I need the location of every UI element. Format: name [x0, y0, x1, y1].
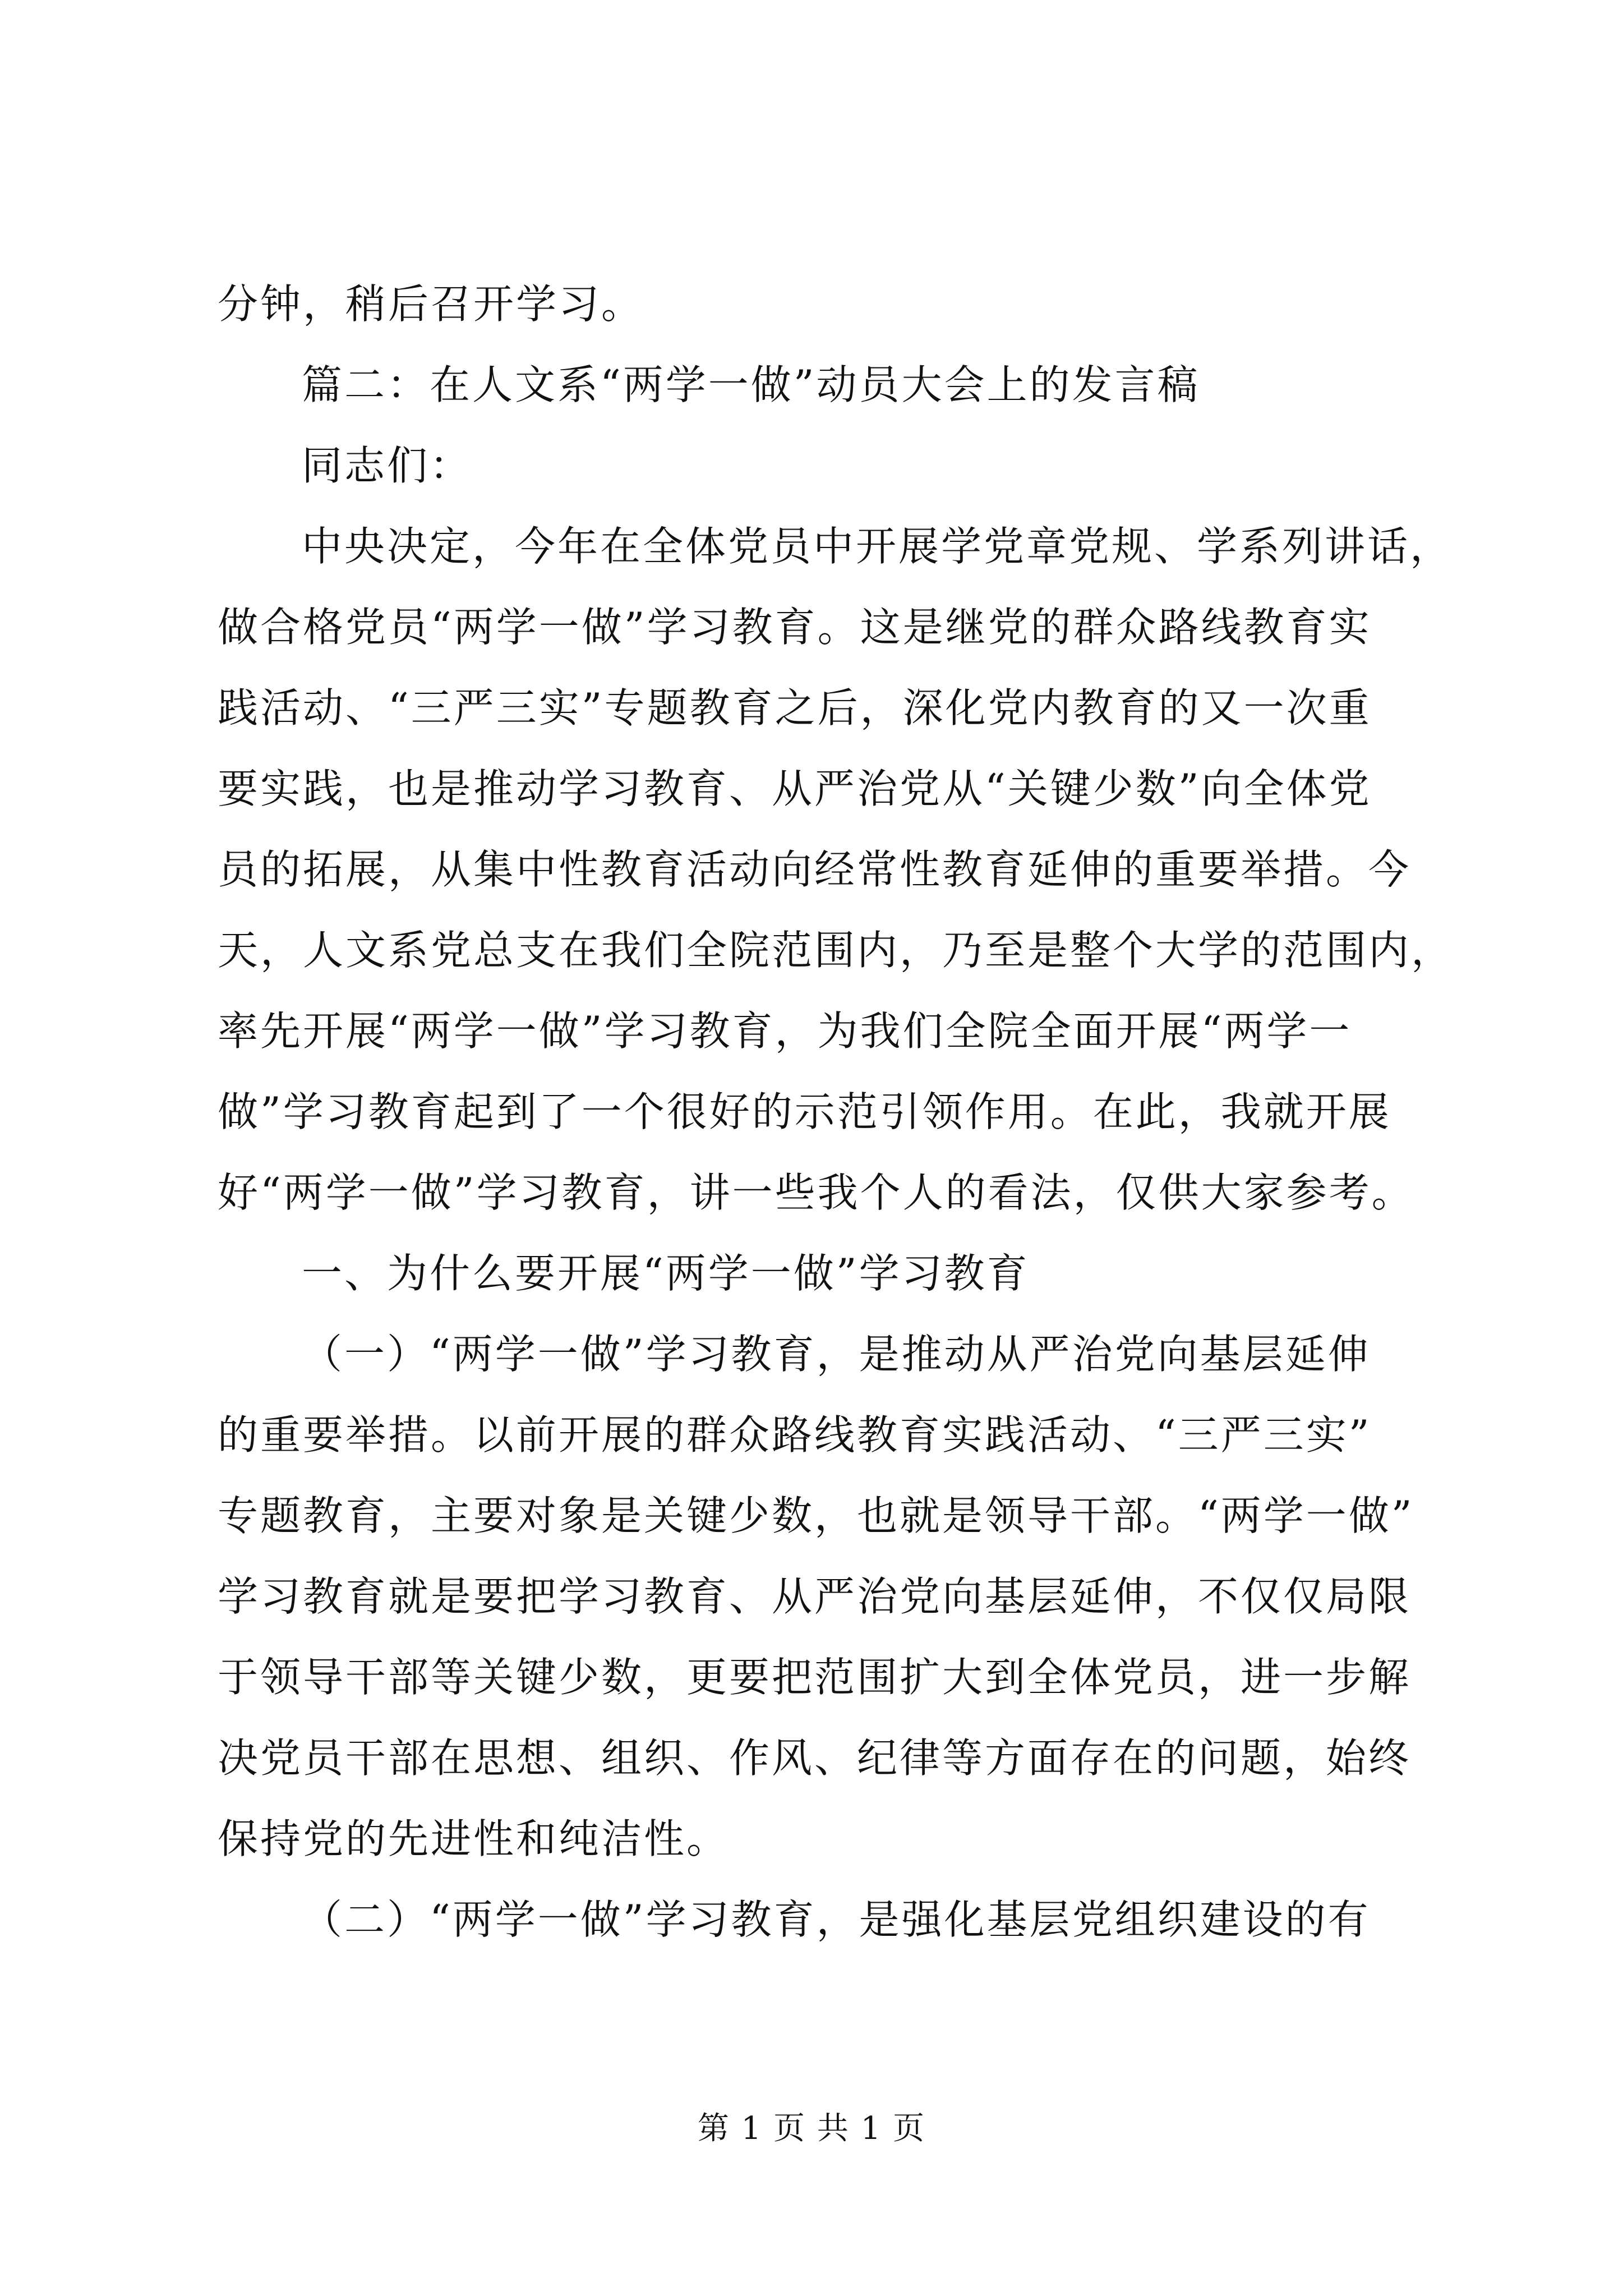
- text-line: 于领导干部等关键少数，更要把范围扩大到全体党员，进一步解: [218, 1654, 1412, 1701]
- text-line: 率先开展“两学一做”学习教育，为我们全院全面开展“两学一: [218, 1007, 1352, 1055]
- paragraph-start: （一）“两学一做”学习教育，是推动从严治党向基层延伸: [302, 1331, 1371, 1378]
- heading-1: 一、为什么要开展“两学一做”学习教育: [302, 1250, 1030, 1297]
- page-number: 第 1 页 共 1 页: [697, 2110, 926, 2147]
- text-line: 践活动、“三严三实”专题教育之后，深化党内教育的又一次重: [218, 684, 1372, 731]
- text-line: 分钟，稍后召开学习。: [218, 280, 644, 328]
- page-footer: [0, 2109, 1623, 2148]
- text-line: 做”学习教育起到了一个很好的示范引领作用。在此，我就开展: [218, 1088, 1391, 1135]
- text-line: 好“两学一做”学习教育，讲一些我个人的看法，仅供大家参考。: [218, 1169, 1414, 1216]
- text-line: 决党员干部在思想、组织、作风、纪律等方面存在的问题，始终: [218, 1734, 1412, 1782]
- paragraph-start: （二）“两学一做”学习教育，是强化基层党组织建设的有: [302, 1896, 1371, 1943]
- document-body: [218, 264, 1454, 1960]
- text-line: 要实践，也是推动学习教育、从严治党从“关键少数”向全体党: [218, 765, 1372, 812]
- text-line: 保持党的先进性和纯洁性。: [218, 1815, 730, 1862]
- section-title: 篇二：在人文系“两学一做”动员大会上的发言稿: [302, 361, 1200, 408]
- paragraph-start: 中央决定，今年在全体党员中开展学党章党规、学系列讲话，: [302, 523, 1453, 570]
- text-line: 专题教育，主要对象是关键少数，也就是领导干部。“两学一做”: [218, 1492, 1414, 1539]
- text-line: 员的拓展，从集中性教育活动向经常性教育延伸的重要举措。今: [218, 846, 1412, 893]
- text-line: 的重要举措。以前开展的群众路线教育实践活动、“三严三实”: [218, 1411, 1372, 1458]
- salutation: 同志们：: [302, 442, 473, 489]
- text-line: 天，人文系党总支在我们全院范围内，乃至是整个大学的范围内，: [218, 927, 1454, 974]
- text-line: 做合格党员“两学一做”学习教育。这是继党的群众路线教育实: [218, 604, 1372, 651]
- text-line: 学习教育就是要把学习教育、从严治党向基层延伸，不仅仅局限: [218, 1573, 1412, 1620]
